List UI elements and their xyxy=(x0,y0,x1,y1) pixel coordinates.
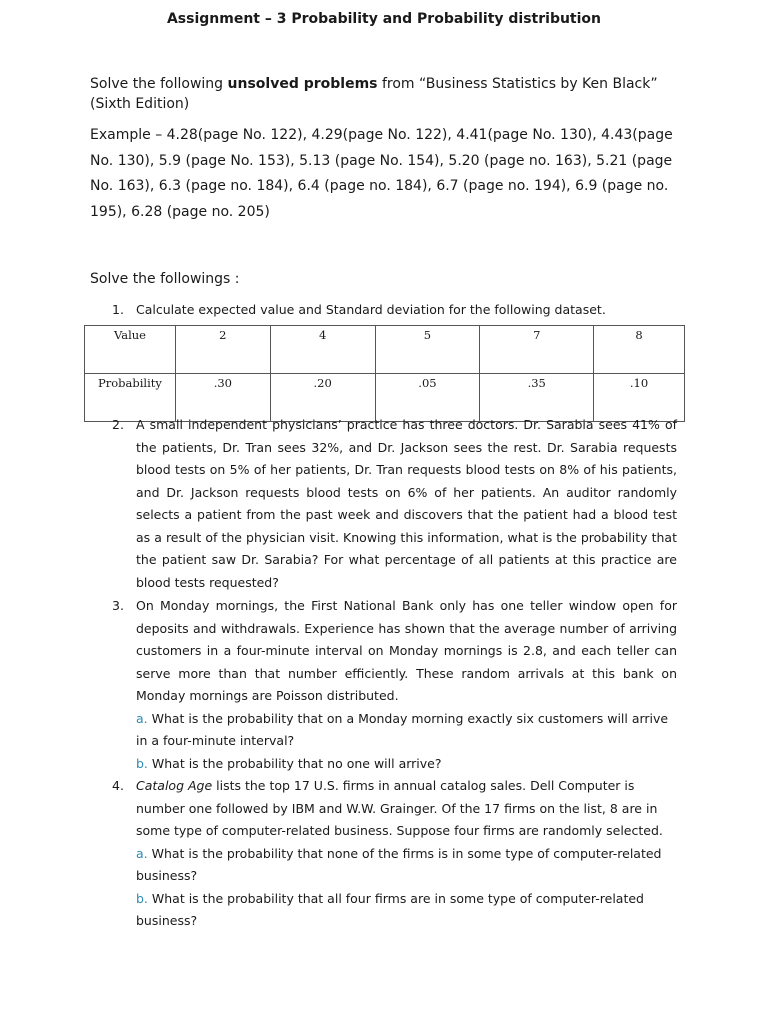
question-number: 3. xyxy=(112,598,124,613)
examples-paragraph: Example – 4.28(page No. 122), 4.29(page No. 122), 4.41(page No. 130), 4.43(page No. 130), 5.9 (page No. 153), 5.13 (page No. 154), 5.20 (page no. 163), 5.21 (page No. 163), 6.3 (page no. 184), 6.4 (page no. 184), 6.7 (page no. 194), 6.9 (page no. 195), 6.28 (page no. 205) xyxy=(90,127,673,220)
sub-question-text: What is the probability that none of the firms is in some type of computer-related business? xyxy=(136,845,662,883)
table-cell: 2 xyxy=(175,326,270,374)
table-cell: .10 xyxy=(594,374,685,422)
intro-text-post: from “Business Statistics by Ken Black” (Sixth Edition) xyxy=(90,76,658,112)
table-cell: .05 xyxy=(375,374,480,422)
intro-paragraph xyxy=(90,74,690,114)
sub-question-label: b. xyxy=(136,755,148,771)
question-text-rest: lists the top 17 U.S. firms in annual catalog sales. Dell Computer is number one followed by IBM and W.W. Grainger. Of the 17 firms on the list, 8 are in some type of computer-related business. Suppose four firms are randomly selected. xyxy=(136,778,663,838)
table-cell: .20 xyxy=(270,374,375,422)
table-cell: .30 xyxy=(175,374,270,422)
sub-question-a xyxy=(136,708,677,753)
question-body xyxy=(136,595,677,775)
table-row xyxy=(85,326,685,374)
sub-question-label: a. xyxy=(136,710,148,726)
solve-followings-heading: Solve the followings : xyxy=(90,271,240,287)
intro-bold-text: unsolved problems xyxy=(227,76,378,92)
question-body xyxy=(136,775,671,933)
probability-table xyxy=(84,325,685,422)
sub-question-label: b. xyxy=(136,890,148,906)
sub-question-b xyxy=(136,888,671,933)
table-row-header: Value xyxy=(85,326,176,374)
question-text: A small independent physicians’ practice has three doctors. Dr. Sarabia sees 41% of the patients, Dr. Tran sees 32%, and Dr. Jackson sees the rest. Dr. Sarabia requests blood tests on 5% of her patients, Dr. Tran requests blood tests on 8% of his patients, and Dr. Jackson requests blood tests on 6% of her patients. An auditor randomly selects a patient from the past week and discovers that the patient had a blood test as a result of the physician visit. Knowing this information, what is the probability that the patient saw Dr. Sarabia? For what percentage of all patients at this practice are blood tests requested? xyxy=(136,417,677,590)
table-cell: 8 xyxy=(594,326,685,374)
sub-question-text: What is the probability that no one will arrive? xyxy=(147,755,442,771)
question-number: 4. xyxy=(112,778,124,793)
table-cell: 5 xyxy=(375,326,480,374)
sub-question-label: a. xyxy=(136,845,148,861)
assignment-title: Assignment – 3 Probability and Probability distribution xyxy=(166,11,602,27)
intro-text-pre: Solve the following xyxy=(90,76,228,92)
sub-question-text: What is the probability that on a Monday morning exactly six customers will arrive in a four-minute interval? xyxy=(136,710,669,748)
question-text xyxy=(136,775,671,843)
publication-name: Catalog Age xyxy=(136,778,213,793)
question-number: 1. xyxy=(112,302,124,317)
table-cell: 4 xyxy=(270,326,375,374)
table-cell: .35 xyxy=(480,374,594,422)
question-number: 2. xyxy=(112,417,124,432)
sub-question-a xyxy=(136,843,671,888)
table-cell: 7 xyxy=(480,326,594,374)
sub-question-b xyxy=(136,753,677,776)
sub-question-text: What is the probability that all four firms are in some type of computer-related business? xyxy=(136,890,644,928)
question-text: Calculate expected value and Standard deviation for the following dataset. xyxy=(136,302,606,317)
question-text: On Monday mornings, the First National Bank only has one teller window open for deposits and withdrawals. Experience has shown that the average number of arriving customers in a four-minute interval on Monday mornings is 2.8, and each teller can serve more than that number efficiently. These random arrivals at this bank on Monday mornings are Poisson distributed. xyxy=(136,598,677,703)
table-row-header: Probability xyxy=(85,374,176,422)
